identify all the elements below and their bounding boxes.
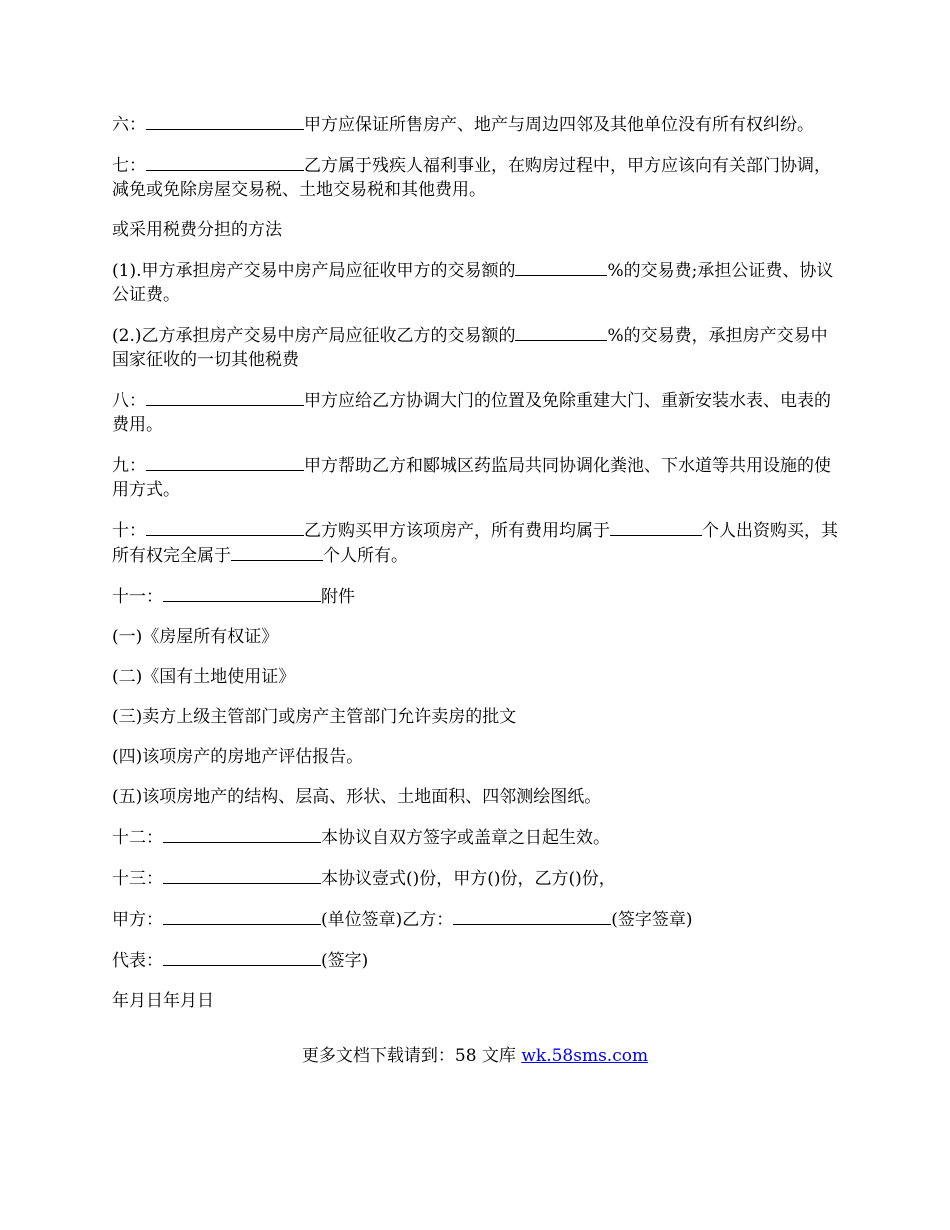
fill-blank	[163, 584, 321, 602]
fill-blank	[231, 543, 323, 561]
fill-blank	[146, 153, 304, 171]
clause-seven	[112, 153, 840, 202]
rep-label: 代表：	[112, 951, 163, 971]
clause-text: 甲方应给乙方协调大门的位置及免除重建大门、重新安装水表、电表的费用。	[112, 391, 831, 435]
clause-label: 十三：	[112, 869, 163, 889]
attachment-item: (三)卖方上级主管部门或房产主管部门允许卖房的批文	[112, 707, 517, 727]
rep-note: (签字)	[321, 951, 369, 971]
clause-label: 七：	[112, 156, 146, 176]
document-body	[112, 112, 840, 1029]
fill-blank	[515, 323, 607, 341]
clause-label: 十二：	[112, 828, 163, 848]
fill-blank	[163, 825, 321, 843]
fill-blank	[146, 112, 304, 130]
clause-label: 八：	[112, 391, 146, 411]
clause-six	[112, 112, 840, 137]
option-two	[112, 323, 840, 372]
clause-text: 本协议自双方签字或盖章之日起生效。	[321, 828, 610, 848]
alternative-heading	[112, 218, 840, 242]
signature-blank	[163, 948, 321, 966]
alternative-text: 或采用税费分担的方法	[112, 220, 282, 240]
footer-link[interactable]: wk.58sms.com	[521, 1046, 649, 1066]
party-b-note: (签字签章)	[611, 910, 693, 930]
clause-label: 十一：	[112, 587, 163, 607]
signature-blank	[163, 907, 321, 925]
party-a-label: 甲方：	[112, 910, 163, 930]
clause-text: 个人所有。	[323, 546, 408, 566]
clause-nine	[112, 453, 840, 502]
clause-text: 个人出资购买，其所有权完全属于	[112, 521, 838, 566]
clause-eleven	[112, 584, 840, 609]
footer	[0, 1044, 950, 1068]
fill-blank	[146, 453, 304, 471]
attachment-item: (五)该项房地产的结构、层高、形状、土地面积、四邻测绘图纸。	[112, 787, 602, 807]
option-text: (1).甲方承担房产交易中房产局应征收甲方的交易额的	[112, 261, 516, 281]
option-text: %的交易费，承担房产交易中国家征收的一切其他税费	[112, 326, 828, 370]
option-one	[112, 258, 840, 307]
clause-label: 十：	[112, 521, 146, 541]
clause-eight	[112, 388, 840, 437]
fill-blank	[146, 388, 304, 406]
clause-text: 乙方购买甲方该项房产，所有费用均属于	[304, 521, 610, 541]
clause-label: 六：	[112, 115, 146, 135]
clause-text: 本协议壹式()份，甲方()份，乙方()份，	[321, 869, 616, 889]
clause-twelve	[112, 825, 840, 850]
signature-blank	[453, 907, 611, 925]
clause-label: 九：	[112, 456, 146, 476]
option-text: %的交易费;承担公证费、协议公证费。	[112, 261, 834, 305]
fill-blank	[146, 518, 304, 536]
clause-text: 甲方帮助乙方和郾城区药监局共同协调化粪池、下水道等共用设施的使用方式。	[112, 456, 831, 500]
attachment-item: (一)《房屋所有权证》	[112, 627, 279, 647]
party-a-note: (单位签章)乙方：	[321, 910, 454, 930]
date-line: 年月日年月日	[112, 991, 214, 1011]
footer-text: 更多文档下载请到：58 文库	[301, 1046, 522, 1066]
fill-blank	[610, 518, 702, 536]
clause-thirteen	[112, 866, 840, 891]
attachment-item: (四)该项房产的房地产评估报告。	[112, 747, 364, 767]
fill-blank	[515, 258, 607, 276]
clause-text: 甲方应保证所售房产、地产与周边四邻及其他单位没有所有权纠纷。	[304, 115, 814, 135]
option-text: (2.)乙方承担房产交易中房产局应征收乙方的交易额的	[112, 326, 516, 346]
clause-text: 附件	[321, 587, 355, 607]
fill-blank	[163, 866, 321, 884]
attachment-item: (二)《国有土地使用证》	[112, 667, 296, 687]
signature-representative	[112, 948, 840, 973]
clause-ten	[112, 518, 840, 568]
clause-text: 乙方属于残疾人福利事业，在购房过程中，甲方应该向有关部门协调，减免或免除房屋交易税、土地交易税和其他费用。	[112, 156, 831, 200]
signature-parties	[112, 907, 840, 932]
